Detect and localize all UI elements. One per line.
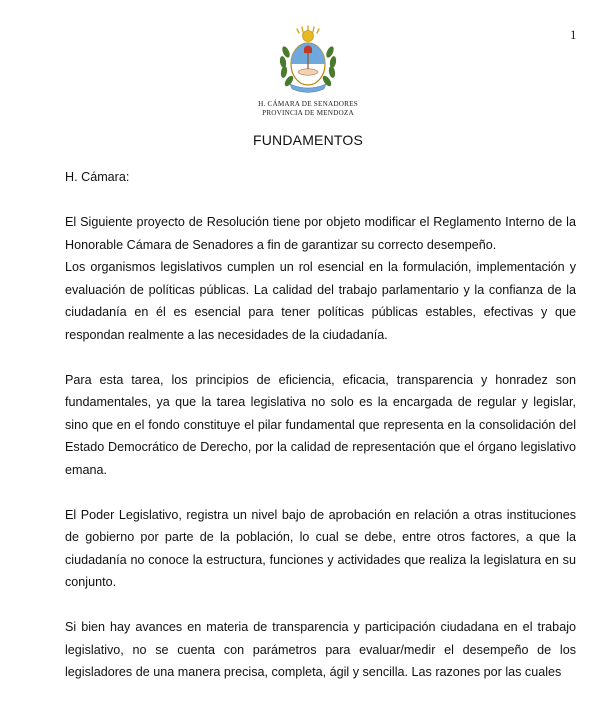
paragraph: Si bien hay avances en materia de transparencia y participación ciudadana en el trabajo legislativo, no se cuenta con parámetros para evaluar/medir el desempeño de los legisladores de una manera precisa, completa, ágil y sencilla. Las razones por las cuales xyxy=(65,620,576,679)
document-body xyxy=(65,166,576,706)
paragraph: Los organismos legislativos cumplen un rol esencial en la formulación, implementación y evaluación de políticas públicas. La calidad del trabajo parlamentario y la confianza de la ciudadanía en él es esencial para tener políticas públicas estables, efectivas y que respondan realmente a las necesidades de la ciudadanía. xyxy=(65,260,576,342)
coat-of-arms-mendoza-icon xyxy=(260,22,356,100)
paragraph: El Poder Legislativo, registra un nivel bajo de aprobación en relación a otras instituciones de gobierno por parte de la población, lo cual se debe, entre otros factores, a que la ciudadanía no conoce la estructura, funciones y actividades que realiza la legislatura en su conjunto. xyxy=(65,507,576,589)
document-header xyxy=(0,22,616,118)
salutation: H. Cámara: xyxy=(65,170,130,184)
paragraph: El Siguiente proyecto de Resolución tiene por objeto modificar el Reglamento Interno de la Honorable Cámara de Senadores a fin de garantizar su correcto desempeño. xyxy=(65,215,576,252)
chamber-name-line2: PROVINCIA DE MENDOZA xyxy=(262,109,354,117)
chamber-name-line1: H. CÁMARA DE SENADORES xyxy=(258,100,358,108)
document-title: FUNDAMENTOS xyxy=(252,132,364,148)
page-number: 1 xyxy=(570,27,577,42)
paragraph: Para esta tarea, los principios de eficiencia, eficacia, transparencia y honradez son fundamentales, ya que la tarea legislativa no solo es la encargada de regular y legislar, sino que en el fondo constituye el pilar fundamental que representa en la consolidación del Estado Democrático de Derecho, por la calidad de representación que el órgano legislativo emana. xyxy=(65,372,576,477)
